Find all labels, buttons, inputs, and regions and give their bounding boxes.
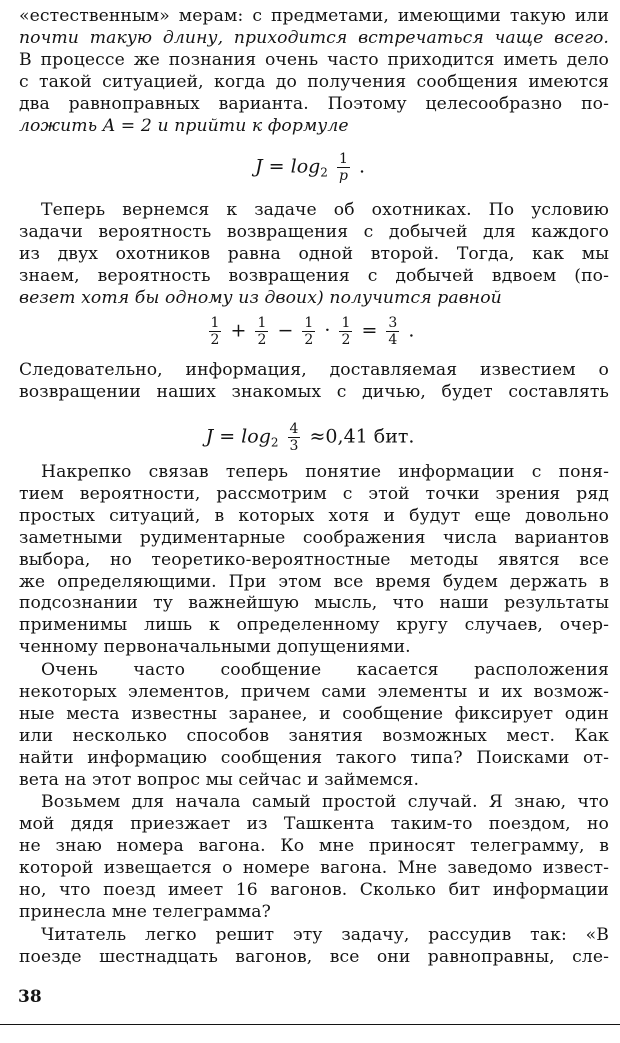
text-line: применимы лишь к определенному кругу случаев, очер- — [19, 615, 609, 636]
text-line: с такой ситуацией, когда до получения сообщения имеются — [19, 71, 609, 92]
denominator: 3 — [289, 438, 299, 454]
text-line: возвращении наших знакомых с дичью, будет составлять — [19, 381, 609, 402]
plus-sign: + — [230, 319, 247, 342]
numerator: 1 — [210, 315, 220, 331]
text-line: Возьмем для начала самый простой случай. Я знаю, что — [41, 792, 609, 812]
text-line: простых ситуаций, в которых хотя и будут еще довольно — [19, 505, 609, 526]
formula-information-result — [0, 422, 620, 454]
text-line: Очень часто сообщение касается расположения — [41, 660, 609, 680]
text-line: вета на этот вопрос мы сейчас и займемся. — [19, 769, 420, 790]
numerator: 1 — [341, 315, 351, 331]
paragraph-2 — [19, 200, 609, 310]
numerator: 1 — [338, 151, 348, 167]
equals-sign: = — [361, 319, 378, 342]
denominator: 2 — [210, 332, 220, 348]
numerator: 1 — [257, 315, 267, 331]
text-line: Теперь вернемся к задаче об охотниках. По условию — [41, 200, 609, 220]
text-line: некоторых элементов, причем сами элементы и их возмож- — [19, 681, 609, 702]
text-line: или несколько способов занятия возможных мест. Как — [19, 725, 609, 746]
denominator: p — [338, 168, 348, 184]
text-line: В процессе же познания очень часто приходится иметь дело — [19, 49, 609, 70]
fraction — [302, 316, 315, 347]
text-line: тием вероятности, рассмотрим с этой точки зрения ряд — [19, 483, 609, 504]
text-line: не знаю номера вагона. Ко мне приносят телеграмму, в — [19, 835, 609, 856]
formula-base: 2 — [320, 165, 328, 180]
fraction — [255, 316, 268, 347]
text-line: Накрепко связав теперь понятие информации с поня- — [41, 462, 609, 482]
text-line: задачи вероятность возвращения с добычей для каждого — [19, 221, 609, 242]
text-line: выбора, но теоретико-вероятностные методы явятся все — [19, 549, 609, 570]
denominator: 4 — [388, 332, 398, 348]
paragraph-1 — [19, 6, 609, 137]
fraction — [288, 422, 301, 453]
text-line: Следовательно, информация, доставляемая известием о — [19, 360, 609, 380]
bottom-rule — [0, 1024, 620, 1025]
text-line: из двух охотников равна одной второй. Тогда, как мы — [19, 243, 609, 264]
text-line: подсознании ту важнейшую мысль, что наши результаты — [19, 593, 609, 614]
paragraph-5 — [19, 660, 609, 791]
numerator: 1 — [304, 315, 314, 331]
text-line: же определяющими. При этом все время будем держать в — [19, 571, 609, 592]
fraction — [337, 152, 350, 183]
paragraph-7 — [19, 925, 609, 969]
formula-lhs: J = log — [205, 425, 271, 448]
text-line: Читатель легко решит эту задачу, рассудив так: «В — [41, 925, 609, 945]
formula-base: 2 — [270, 435, 279, 450]
formula-lhs: J = log — [255, 155, 321, 178]
denominator: 2 — [304, 332, 314, 348]
paragraph-3 — [19, 360, 609, 404]
page-number: 38 — [18, 987, 42, 1007]
denominator: 2 — [341, 332, 351, 348]
fraction — [209, 316, 222, 347]
fraction — [339, 316, 352, 347]
formula-dot: . — [408, 319, 415, 342]
text-line: заметными рудиментарные соображения числа вариантов — [19, 527, 609, 548]
minus-sign: − — [277, 319, 294, 342]
denominator: 2 — [257, 332, 267, 348]
text-line: ложить A = 2 и прийти к формуле — [19, 115, 349, 136]
text-line: которой извещается о номере вагона. Мне заведомо извест- — [19, 857, 609, 878]
formula-log-one-over-p — [0, 152, 620, 184]
formula-rhs: ≈0,41 бит. — [309, 425, 415, 448]
formula-dot: . — [358, 155, 365, 178]
fraction — [386, 316, 399, 347]
paragraph-4 — [19, 462, 609, 659]
text-line: поезде шестнадцать вагонов, все они равноправны, сле- — [19, 946, 609, 967]
text-line: «естественным» мерам: с предметами, имеющими такую или — [19, 6, 609, 26]
text-line: два равноправных варианта. Поэтому целесообразно по- — [19, 93, 609, 114]
text-line: принесла мне телеграмма? — [19, 901, 271, 922]
numerator: 4 — [289, 421, 299, 437]
numerator: 3 — [388, 315, 398, 331]
paragraph-6 — [19, 792, 609, 923]
text-line: найти информацию сообщения такого типа? Поисками от- — [19, 747, 609, 768]
text-line: мой дядя приезжает из Ташкента таким-то поездом, но — [19, 813, 609, 834]
text-line: ные места известны заранее, и сообщение фиксирует один — [19, 703, 609, 724]
text-line: но, что поезд имеет 16 вагонов. Сколько бит информации — [19, 879, 609, 900]
formula-probability-sum — [0, 316, 620, 347]
text-line: ченному первоначальными допущениями. — [19, 637, 411, 658]
text-line: почти такую длину, приходится встречаться чаще всего. — [19, 27, 609, 48]
text-line: везет хотя бы одному из двоих) получится равной — [19, 287, 502, 308]
times-sign: · — [324, 319, 331, 342]
text-line: знаем, вероятность возвращения с добычей вдвоем (по- — [19, 265, 609, 286]
